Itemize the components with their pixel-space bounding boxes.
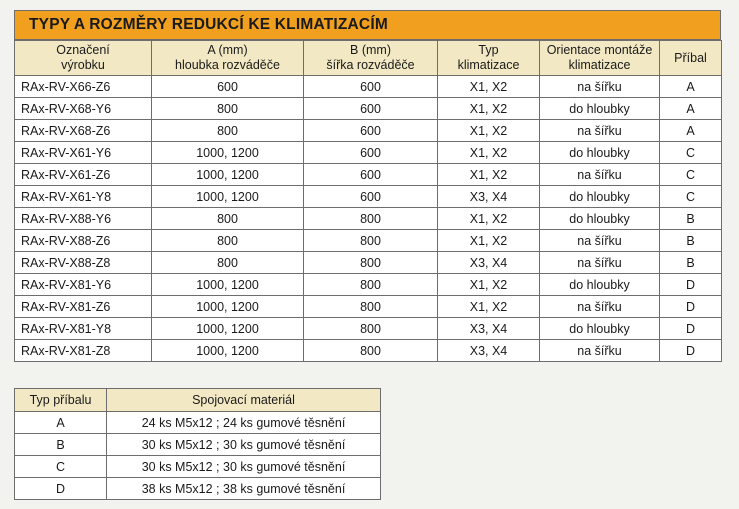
- cell-type: X3, X4: [438, 186, 540, 208]
- kit-contents-table: [14, 388, 381, 500]
- cell-b: 800: [304, 208, 438, 230]
- cell-b: 800: [304, 274, 438, 296]
- cell-kit-type: C: [15, 456, 107, 478]
- cell-b: 600: [304, 164, 438, 186]
- kit-table-body: [15, 412, 381, 500]
- cell-type: X1, X2: [438, 76, 540, 98]
- cell-fasteners: 30 ks M5x12 ; 30 ks gumové těsnění: [107, 434, 381, 456]
- column-header-orientation: [540, 41, 660, 76]
- cell-kit: D: [660, 274, 722, 296]
- cell-kit: D: [660, 340, 722, 362]
- cell-type: X1, X2: [438, 230, 540, 252]
- cell-b: 800: [304, 296, 438, 318]
- cell-fasteners: 30 ks M5x12 ; 30 ks gumové těsnění: [107, 456, 381, 478]
- column-header-code-line2: výrobku: [61, 58, 105, 72]
- column-header-type-line1: Typ: [478, 43, 499, 58]
- cell-type: X3, X4: [438, 252, 540, 274]
- table-row: [15, 296, 722, 318]
- table-row: [15, 252, 722, 274]
- cell-b: 600: [304, 120, 438, 142]
- cell-code: RAx-RV-X81-Y8: [15, 318, 152, 340]
- cell-b: 600: [304, 98, 438, 120]
- table-row: [15, 98, 722, 120]
- page-title: TYPY A ROZMĚRY REDUKCÍ KE KLIMATIZACÍM: [29, 16, 388, 33]
- column-header-orientation-line1: Orientace montáže: [546, 43, 653, 58]
- cell-a: 800: [152, 120, 304, 142]
- column-header-a: [152, 41, 304, 76]
- cell-kit: A: [660, 120, 722, 142]
- cell-code: RAx-RV-X81-Z6: [15, 296, 152, 318]
- kit-table-head: [15, 389, 381, 412]
- cell-kit: C: [660, 186, 722, 208]
- column-header-a-line2: hloubka rozváděče: [175, 58, 280, 72]
- cell-b: 600: [304, 76, 438, 98]
- column-header-type: [438, 41, 540, 76]
- column-header-code-line1: Označení: [56, 43, 110, 58]
- table-row: [15, 412, 381, 434]
- cell-code: RAx-RV-X61-Y8: [15, 186, 152, 208]
- cell-orientation: do hloubky: [540, 98, 660, 120]
- cell-orientation: na šířku: [540, 340, 660, 362]
- cell-type: X1, X2: [438, 120, 540, 142]
- cell-a: 600: [152, 76, 304, 98]
- cell-orientation: na šířku: [540, 252, 660, 274]
- cell-type: X1, X2: [438, 274, 540, 296]
- cell-fasteners: 24 ks M5x12 ; 24 ks gumové těsnění: [107, 412, 381, 434]
- cell-kit-type: D: [15, 478, 107, 500]
- cell-a: 800: [152, 98, 304, 120]
- cell-code: RAx-RV-X81-Y6: [15, 274, 152, 296]
- cell-code: RAx-RV-X66-Z6: [15, 76, 152, 98]
- table-header-row: [15, 389, 381, 412]
- cell-b: 800: [304, 252, 438, 274]
- table-row: [15, 434, 381, 456]
- cell-code: RAx-RV-X88-Z6: [15, 230, 152, 252]
- cell-a: 1000, 1200: [152, 186, 304, 208]
- table-row: [15, 274, 722, 296]
- cell-code: RAx-RV-X81-Z8: [15, 340, 152, 362]
- table-row: [15, 318, 722, 340]
- cell-b: 800: [304, 318, 438, 340]
- column-header-code: [15, 41, 152, 76]
- cell-code: RAx-RV-X61-Z6: [15, 164, 152, 186]
- cell-a: 800: [152, 252, 304, 274]
- dimensions-table: [14, 40, 722, 362]
- column-header-kit-line1: Příbal: [674, 50, 707, 65]
- cell-kit: D: [660, 318, 722, 340]
- column-header-b-line1: B (mm): [350, 43, 391, 58]
- table-row: [15, 478, 381, 500]
- cell-orientation: na šířku: [540, 76, 660, 98]
- cell-code: RAx-RV-X88-Y6: [15, 208, 152, 230]
- table-row: [15, 456, 381, 478]
- cell-a: 800: [152, 208, 304, 230]
- cell-b: 800: [304, 340, 438, 362]
- table-row: [15, 186, 722, 208]
- cell-type: X1, X2: [438, 208, 540, 230]
- column-header-type-line2: klimatizace: [457, 58, 520, 72]
- kit-table-wrapper: [14, 388, 725, 500]
- column-header-kit-type: Typ příbalu: [15, 389, 107, 412]
- column-header-b: [304, 41, 438, 76]
- cell-a: 800: [152, 230, 304, 252]
- dimensions-table-head: [15, 41, 722, 76]
- cell-type: X1, X2: [438, 296, 540, 318]
- cell-b: 600: [304, 186, 438, 208]
- cell-orientation: do hloubky: [540, 142, 660, 164]
- cell-kit: C: [660, 142, 722, 164]
- cell-orientation: do hloubky: [540, 318, 660, 340]
- cell-a: 1000, 1200: [152, 296, 304, 318]
- table-row: [15, 208, 722, 230]
- cell-a: 1000, 1200: [152, 142, 304, 164]
- cell-kit: C: [660, 164, 722, 186]
- cell-a: 1000, 1200: [152, 274, 304, 296]
- document-title-bar: [14, 10, 721, 40]
- cell-type: X1, X2: [438, 142, 540, 164]
- column-header-b-line2: šířka rozváděče: [326, 58, 415, 72]
- cell-b: 800: [304, 230, 438, 252]
- column-header-a-line1: A (mm): [207, 43, 248, 58]
- table-row: [15, 230, 722, 252]
- cell-type: X1, X2: [438, 164, 540, 186]
- cell-code: RAx-RV-X68-Z6: [15, 120, 152, 142]
- cell-a: 1000, 1200: [152, 318, 304, 340]
- cell-code: RAx-RV-X61-Y6: [15, 142, 152, 164]
- column-header-kit: [660, 41, 722, 76]
- cell-fasteners: 38 ks M5x12 ; 38 ks gumové těsnění: [107, 478, 381, 500]
- cell-orientation: do hloubky: [540, 186, 660, 208]
- cell-orientation: do hloubky: [540, 208, 660, 230]
- cell-type: X3, X4: [438, 340, 540, 362]
- column-header-orientation-line2: klimatizace: [568, 58, 631, 72]
- table-row: [15, 120, 722, 142]
- cell-kit: A: [660, 76, 722, 98]
- table-row: [15, 142, 722, 164]
- cell-kit: D: [660, 296, 722, 318]
- cell-orientation: na šířku: [540, 120, 660, 142]
- cell-orientation: na šířku: [540, 296, 660, 318]
- cell-kit: B: [660, 230, 722, 252]
- cell-kit: A: [660, 98, 722, 120]
- cell-orientation: na šířku: [540, 230, 660, 252]
- dimensions-table-body: [15, 76, 722, 362]
- cell-code: RAx-RV-X88-Z8: [15, 252, 152, 274]
- cell-type: X3, X4: [438, 318, 540, 340]
- table-header-row: [15, 41, 722, 76]
- cell-kit-type: A: [15, 412, 107, 434]
- cell-a: 1000, 1200: [152, 340, 304, 362]
- cell-kit: B: [660, 208, 722, 230]
- column-header-fasteners: Spojovací materiál: [107, 389, 381, 412]
- table-row: [15, 164, 722, 186]
- cell-kit-type: B: [15, 434, 107, 456]
- cell-type: X1, X2: [438, 98, 540, 120]
- cell-code: RAx-RV-X68-Y6: [15, 98, 152, 120]
- cell-a: 1000, 1200: [152, 164, 304, 186]
- cell-orientation: do hloubky: [540, 274, 660, 296]
- cell-kit: B: [660, 252, 722, 274]
- cell-b: 600: [304, 142, 438, 164]
- table-row: [15, 76, 722, 98]
- cell-orientation: na šířku: [540, 164, 660, 186]
- table-row: [15, 340, 722, 362]
